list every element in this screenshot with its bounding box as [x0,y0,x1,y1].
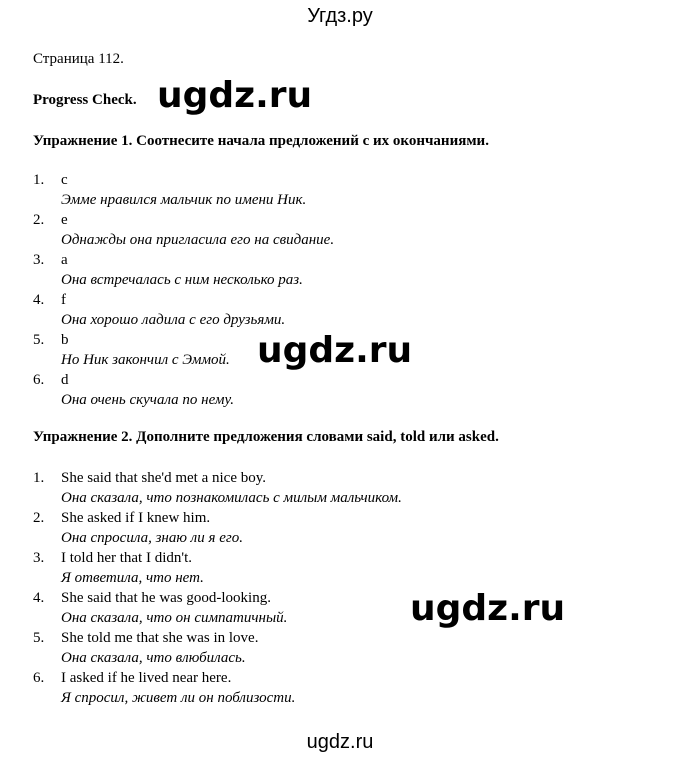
item-translation: Но Ник закончил с Эммой. [61,352,230,368]
site-header: Угдз.ру [307,5,373,27]
item-number: 1. [33,172,45,188]
item-number: 6. [33,670,45,686]
exercise-1-title: Упражнение 1. Соотнесите начала предложений с их окончаниями. [33,133,489,149]
item-answer: a [61,252,68,268]
exercise-2-title: Упражнение 2. Дополните предложения словами said, told или asked. [33,429,499,445]
item-translation: Она сказала, что влюбилась. [61,650,246,666]
item-answer: She said that he was good-looking. [61,590,271,606]
item-translation: Она хорошо ладила с его друзьями. [61,312,286,328]
item-answer: She asked if I knew him. [61,510,211,526]
item-translation: Она спросила, знаю ли я его. [61,530,243,546]
item-translation: Она сказала, что он симпатичный. [61,610,288,626]
item-answer: I told her that I didn't. [61,550,193,566]
page-label: Страница 112. [33,51,124,67]
item-number: 1. [33,470,45,486]
item-answer: e [61,212,68,228]
item-answer: f [61,292,66,308]
item-answer: d [61,372,69,388]
item-number: 4. [33,590,45,606]
item-number: 3. [33,252,45,268]
item-translation: Она очень скучала по нему. [61,392,234,408]
item-number: 2. [33,212,45,228]
item-answer: c [61,172,68,188]
item-translation: Я ответила, что нет. [61,570,204,586]
item-answer: She told me that she was in love. [61,630,259,646]
item-translation: Однажды она пригласила его на свидание. [61,232,335,248]
item-number: 5. [33,630,45,646]
watermark: ugdz.ru [257,330,413,371]
progress-check-title: Progress Check. [33,92,137,108]
item-answer: I asked if he lived near here. [61,670,232,686]
item-translation: Я спросил, живет ли он поблизости. [61,690,296,706]
watermark: ugdz.ru [157,75,313,116]
site-footer: ugdz.ru [306,731,374,753]
item-answer: b [61,332,69,348]
item-answer: She said that she'd met a nice boy. [61,470,267,486]
item-number: 3. [33,550,45,566]
watermark: ugdz.ru [410,588,566,629]
item-translation: Эмме нравился мальчик по имени Ник. [61,192,307,208]
item-number: 2. [33,510,45,526]
item-number: 4. [33,292,45,308]
item-translation: Она сказала, что познакомилась с милым мальчиком. [61,490,402,506]
item-number: 5. [33,332,45,348]
item-translation: Она встречалась с ним несколько раз. [61,272,303,288]
item-number: 6. [33,372,45,388]
